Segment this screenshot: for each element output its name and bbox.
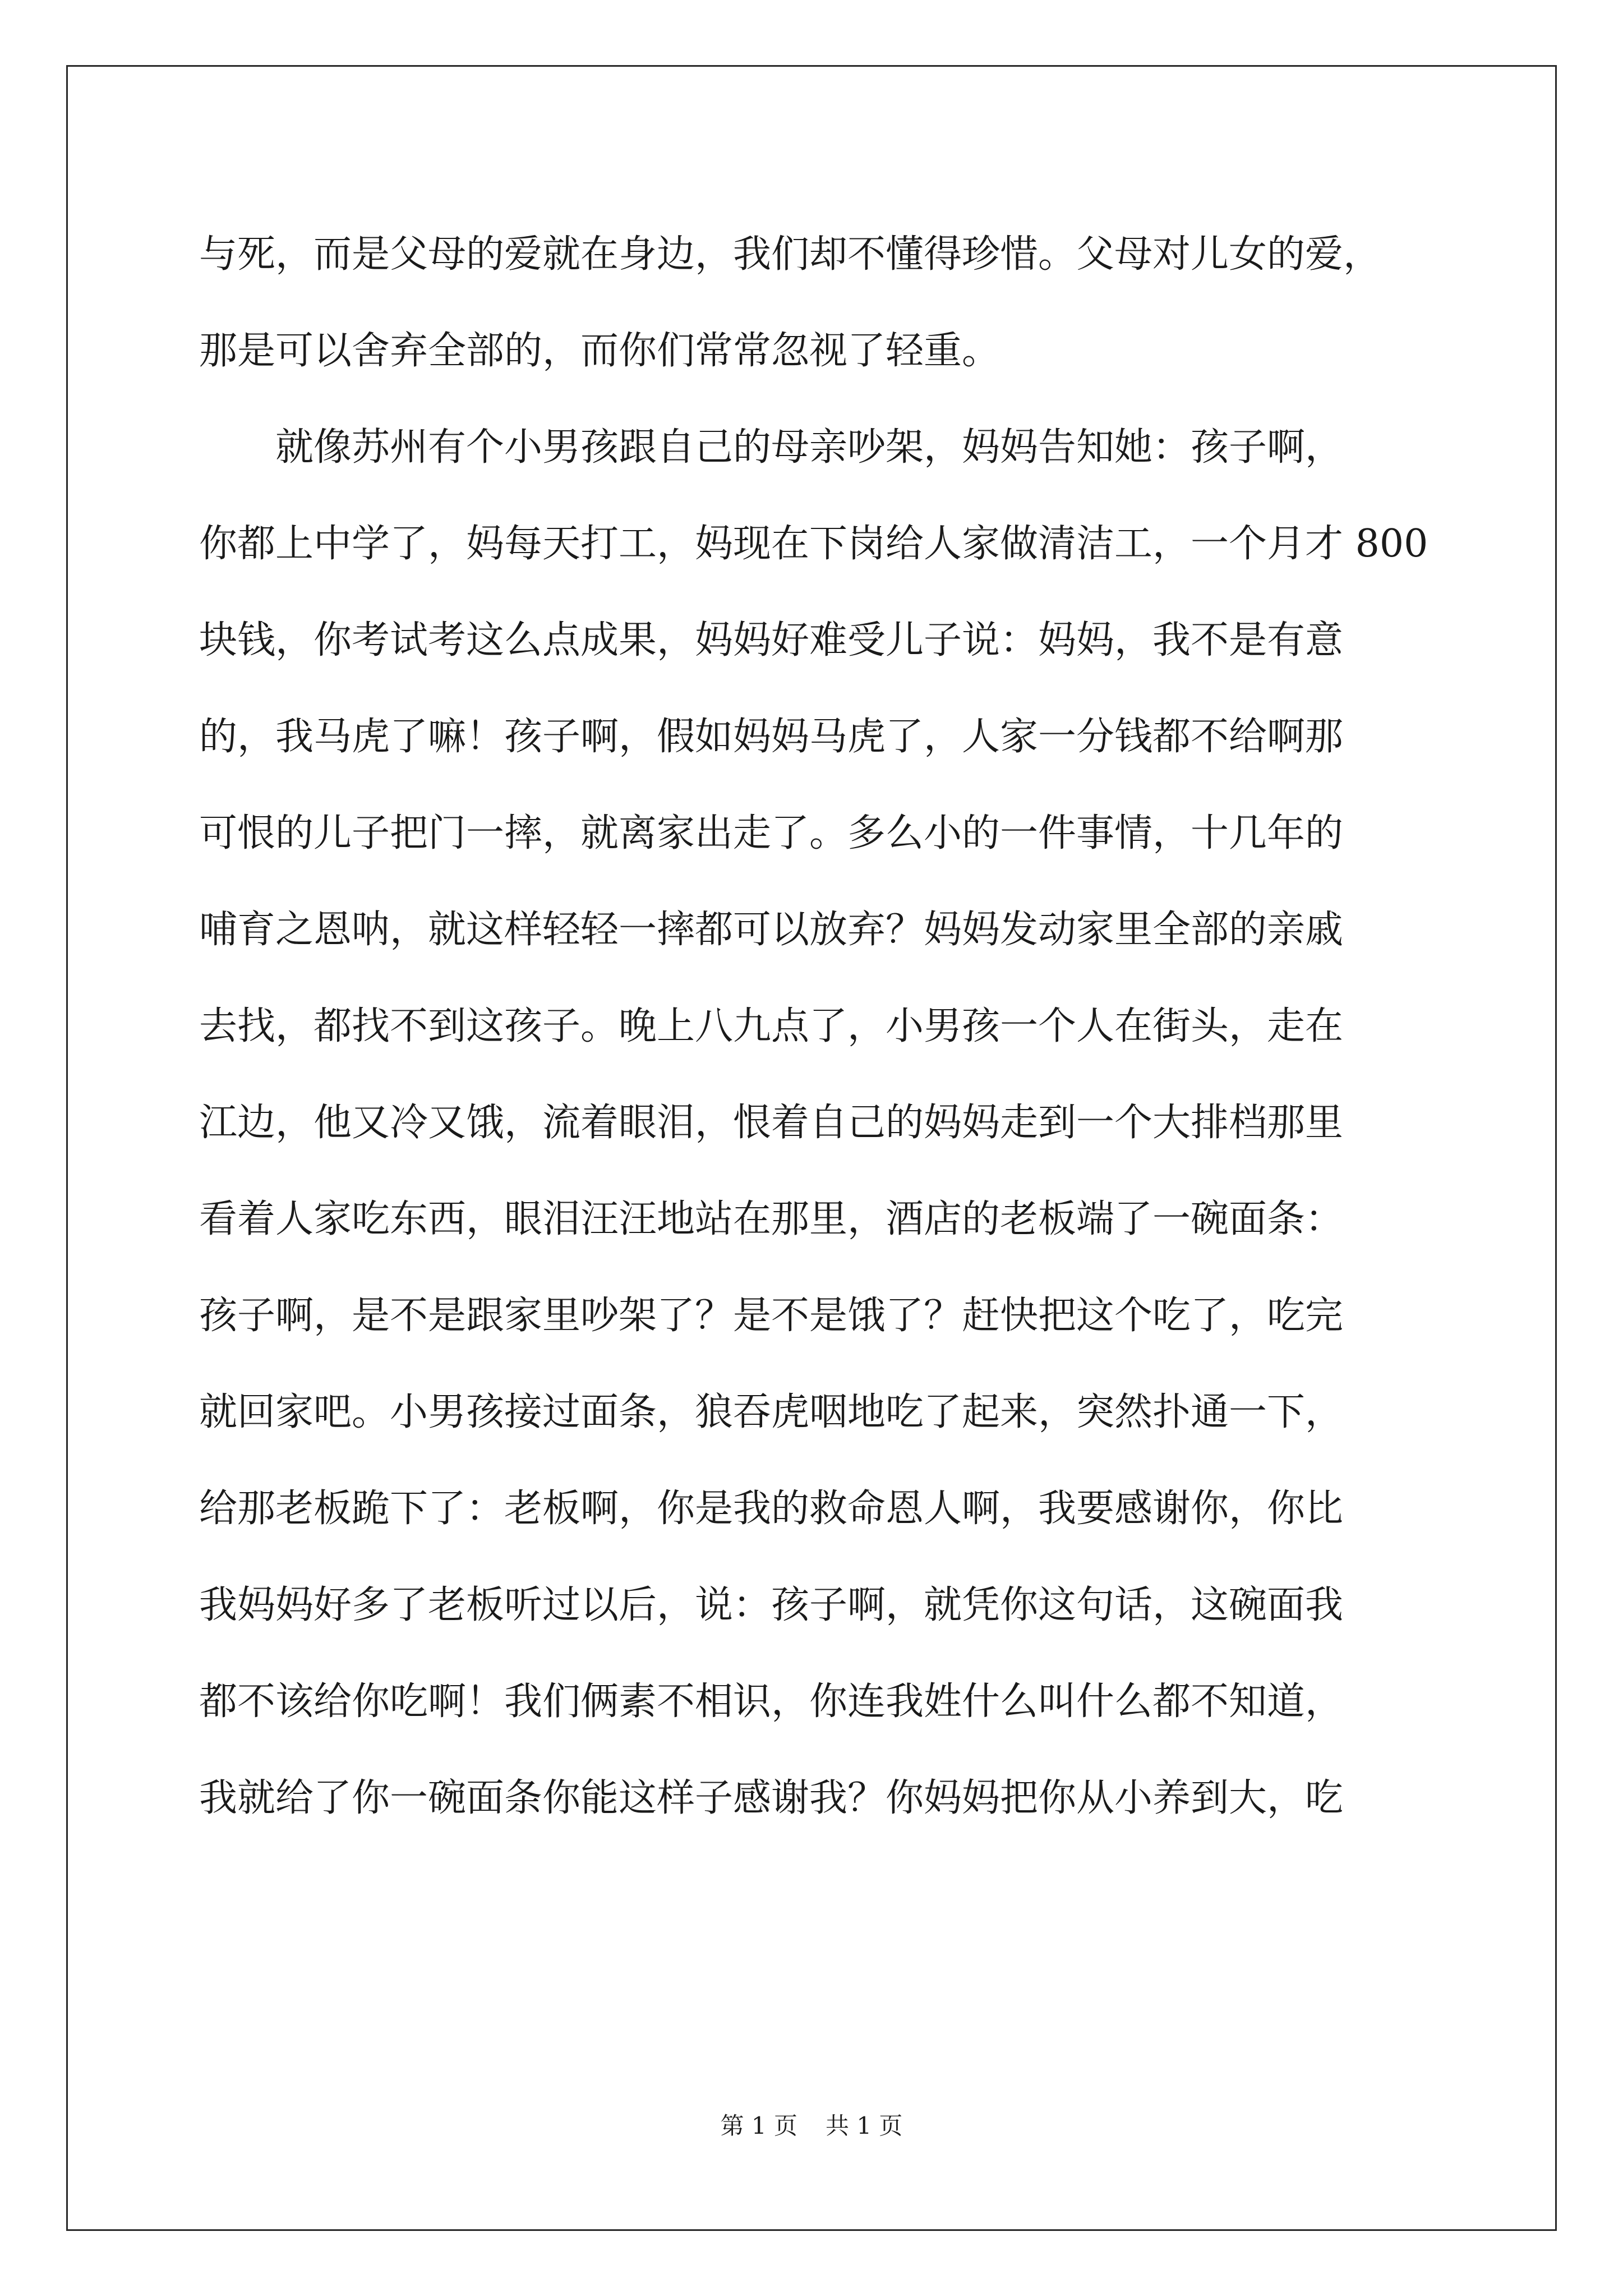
- text-line: 江边，他又冷又饿，流着眼泪，恨着自己的妈妈走到一个大排档那里: [199, 1101, 1344, 1145]
- page-footer: [0, 2109, 1623, 2143]
- text-line: 块钱，你考试考这么点成果，妈妈好难受儿子说：妈妈，我不是有意: [199, 618, 1344, 662]
- text-line: 与死，而是父母的爱就在身边，我们却不懂得珍惜。父母对儿女的爱，: [199, 232, 1382, 277]
- text-line: 你都上中学了，妈每天打工，妈现在下岗给人家做清洁工，一个月才 800: [199, 522, 1428, 566]
- text-line: 给那老板跪下了：老板啊，你是我的救命恩人啊，我要感谢你，你比: [199, 1487, 1344, 1531]
- text-line: 可恨的儿子把门一摔，就离家出走了。多么小的一件事情，十几年的: [199, 811, 1344, 855]
- text-line: 都不该给你吃啊！我们俩素不相识，你连我姓什么叫什么都不知道，: [199, 1680, 1344, 1724]
- page-number-current: 第 1 页: [720, 2112, 797, 2139]
- text-line: 那是可以舍弃全部的，而你们常常忽视了轻重。: [199, 329, 1000, 373]
- text-line: 就回家吧。小男孩接过面条，狼吞虎咽地吃了起来，突然扑通一下，: [199, 1390, 1344, 1434]
- text-line: 孩子啊，是不是跟家里吵架了？是不是饿了？赶快把这个吃了，吃完: [199, 1294, 1344, 1338]
- text-line: 去找，都找不到这孩子。晚上八九点了，小男孩一个人在街头，走在: [199, 1004, 1344, 1048]
- text-line: 我妈妈好多了老板听过以后，说：孩子啊，就凭你这句话，这碗面我: [199, 1583, 1344, 1627]
- page-number-total: 共 1 页: [826, 2112, 903, 2139]
- text-line: 看着人家吃东西，眼泪汪汪地站在那里，酒店的老板端了一碗面条：: [199, 1197, 1344, 1241]
- text-line: 的，我马虎了嘛！孩子啊，假如妈妈马虎了，人家一分钱都不给啊那: [199, 715, 1344, 759]
- document-body: [199, 206, 1444, 1847]
- text-line: 我就给了你一碗面条你能这样子感谢我？你妈妈把你从小养到大，吃: [199, 1776, 1344, 1820]
- text-line: 就像苏州有个小男孩跟自己的母亲吵架，妈妈告知她：孩子啊，: [275, 425, 1344, 470]
- text-line: 哺育之恩呐，就这样轻轻一摔都可以放弃？妈妈发动家里全部的亲戚: [199, 908, 1344, 952]
